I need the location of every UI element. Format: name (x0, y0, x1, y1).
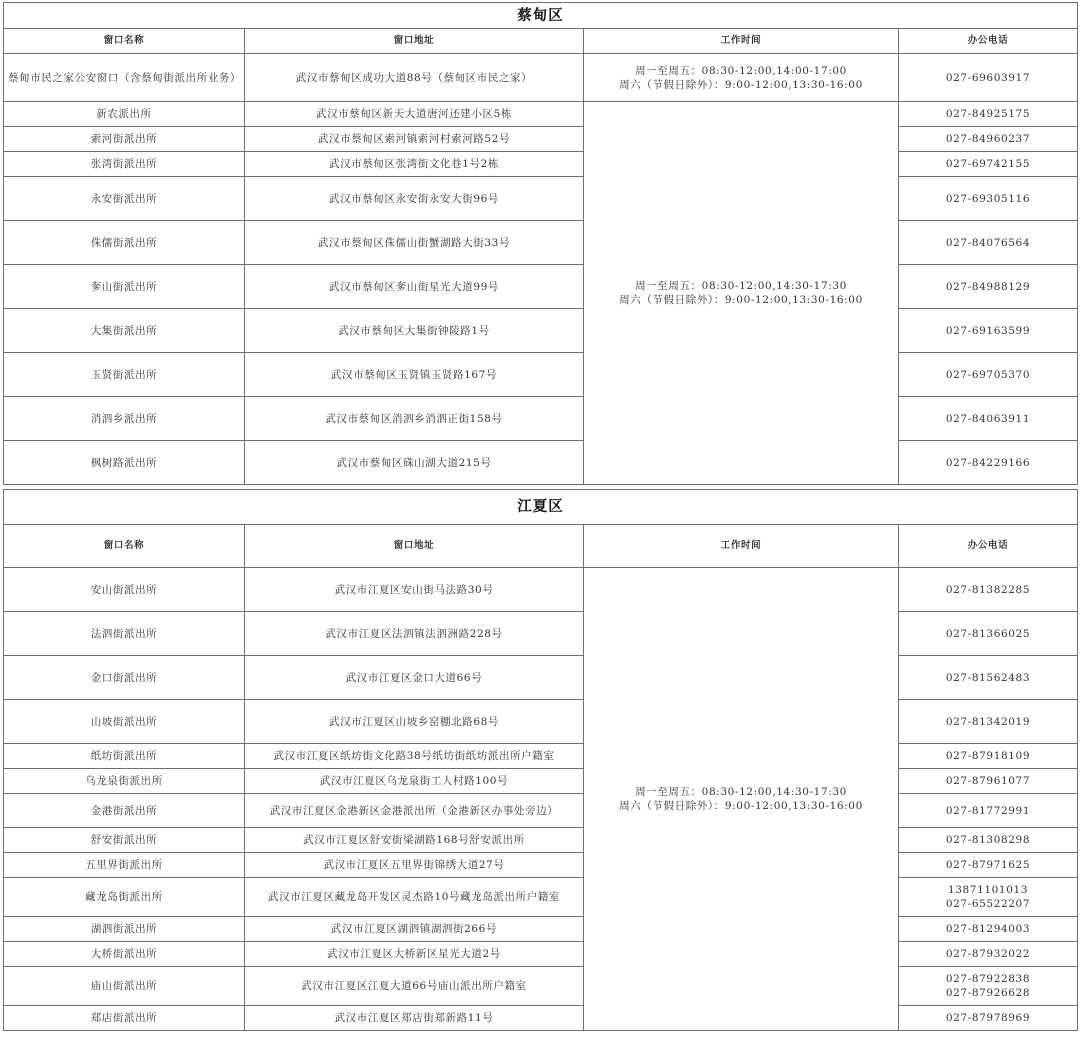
window-address: 武汉市蔡甸区硃山湖大道215号 (245, 441, 584, 485)
window-name: 五里界街派出所 (4, 853, 245, 878)
window-name: 索河街派出所 (4, 127, 245, 152)
window-address: 武汉市江夏区五里界街锦绣大道27号 (245, 853, 584, 878)
table-row (4, 309, 1078, 353)
office-phone: 027-69603917 (899, 54, 1078, 102)
office-phone: 027-87918109 (899, 744, 1078, 769)
window-name: 枫树路派出所 (4, 441, 245, 485)
table-row (4, 917, 1078, 942)
window-name: 山坡街派出所 (4, 700, 245, 744)
work-hours-merged: 周一至周五：08:30-12:00,14:30-17:30 周六（节假日除外）：9:00-12:00,13:30-16:00 (584, 568, 899, 1031)
jiangxia-title-row (4, 490, 1078, 525)
table-row (4, 878, 1078, 917)
caidian-header-row (4, 29, 1078, 54)
section-title: 江夏区 (4, 490, 1078, 525)
window-name: 安山街派出所 (4, 568, 245, 612)
window-address: 武汉市蔡甸区索河镇索河村索河路52号 (245, 127, 584, 152)
table-row (4, 221, 1078, 265)
window-name: 新农派出所 (4, 102, 245, 127)
office-phone: 027-84229166 (899, 441, 1078, 485)
window-address: 武汉市江夏区舒安街梁湖路168号舒安派出所 (245, 828, 584, 853)
office-phone: 027-87971625 (899, 853, 1078, 878)
window-name: 乌龙泉街派出所 (4, 769, 245, 794)
window-address: 武汉市蔡甸区侏儒山街蟹湖路大街33号 (245, 221, 584, 265)
window-address: 武汉市江夏区金口大道66号 (245, 656, 584, 700)
table-row (4, 700, 1078, 744)
window-address: 武汉市蔡甸区消泗乡消泗正街158号 (245, 397, 584, 441)
office-phone: 027-81342019 (899, 700, 1078, 744)
window-name: 湖泗街派出所 (4, 917, 245, 942)
table-row (4, 853, 1078, 878)
window-name: 大桥街派出所 (4, 942, 245, 967)
window-name: 法泗街派出所 (4, 612, 245, 656)
office-phone: 027-81562483 (899, 656, 1078, 700)
office-phone: 027-87978969 (899, 1006, 1078, 1031)
section-title: 蔡甸区 (4, 3, 1078, 29)
window-name: 藏龙岛街派出所 (4, 878, 245, 917)
window-address: 武汉市江夏区法泗镇法泗洲路228号 (245, 612, 584, 656)
office-phone: 027-87932022 (899, 942, 1078, 967)
table-row (4, 177, 1078, 221)
work-hours: 周一至周五：08:30-12:00,14:00-17:00 周六（节假日除外）：9:00-12:00,13:30-16:00 (584, 54, 899, 102)
office-phone: 027-69742155 (899, 152, 1078, 177)
window-address: 武汉市江夏区金港新区金港派出所（金港新区办事处旁边） (245, 794, 584, 828)
window-name: 玉贤街派出所 (4, 353, 245, 397)
header-hours: 工作时间 (584, 525, 899, 568)
window-name: 郑店街派出所 (4, 1006, 245, 1031)
office-phone: 027-81294003 (899, 917, 1078, 942)
office-phone: 027-69305116 (899, 177, 1078, 221)
office-phone: 027-84988129 (899, 265, 1078, 309)
table-row (4, 967, 1078, 1006)
header-hours: 工作时间 (584, 29, 899, 54)
window-address: 武汉市江夏区江夏大道66号庙山派出所户籍室 (245, 967, 584, 1006)
window-name: 金口街派出所 (4, 656, 245, 700)
window-name: 永安街派出所 (4, 177, 245, 221)
header-phone: 办公电话 (899, 29, 1078, 54)
office-phone: 027-81772991 (899, 794, 1078, 828)
caidian-title-row (4, 3, 1078, 29)
window-address: 武汉市蔡甸区新天大道唐河还建小区5栋 (245, 102, 584, 127)
table-row (4, 265, 1078, 309)
office-phone: 027-84925175 (899, 102, 1078, 127)
table-row (4, 102, 1078, 127)
window-name: 张湾街派出所 (4, 152, 245, 177)
office-phone: 027-81382285 (899, 568, 1078, 612)
table-row (4, 794, 1078, 828)
table-row (4, 568, 1078, 612)
window-address: 武汉市蔡甸区奓山街星光大道99号 (245, 265, 584, 309)
table-row (4, 397, 1078, 441)
office-phone: 027-87922838 027-87926628 (899, 967, 1078, 1006)
window-name: 奓山街派出所 (4, 265, 245, 309)
window-address: 武汉市蔡甸区永安街永安大街96号 (245, 177, 584, 221)
window-address: 武汉市江夏区湖泗镇湖泗街266号 (245, 917, 584, 942)
table-row (4, 656, 1078, 700)
window-address: 武汉市江夏区藏龙岛开发区灵杰路10号藏龙岛派出所户籍室 (245, 878, 584, 917)
window-address: 武汉市蔡甸区成功大道88号（蔡甸区市民之家） (245, 54, 584, 102)
caidian-table (3, 2, 1078, 485)
header-name: 窗口名称 (4, 525, 245, 568)
window-name: 纸坊街派出所 (4, 744, 245, 769)
table-row (4, 152, 1078, 177)
table-row (4, 942, 1078, 967)
table-row (4, 828, 1078, 853)
window-name: 侏儒街派出所 (4, 221, 245, 265)
window-name: 消泗乡派出所 (4, 397, 245, 441)
header-address: 窗口地址 (245, 525, 584, 568)
window-address: 武汉市江夏区安山街马法路30号 (245, 568, 584, 612)
window-address: 武汉市江夏区纸坊街文化路38号纸坊街纸坊派出所户籍室 (245, 744, 584, 769)
office-phone: 027-84063911 (899, 397, 1078, 441)
jiangxia-header-row (4, 525, 1078, 568)
window-address: 武汉市江夏区山坡乡窑棚北路68号 (245, 700, 584, 744)
window-name: 金港街派出所 (4, 794, 245, 828)
work-hours-merged: 周一至周五：08:30-12:00,14:30-17:30 周六（节假日除外）：9:00-12:00,13:30-16:00 (584, 102, 899, 485)
table-row (4, 612, 1078, 656)
window-name: 蔡甸市民之家公安窗口（含蔡甸街派出所业务） (4, 54, 245, 102)
office-phone: 027-81366025 (899, 612, 1078, 656)
office-phone: 13871101013 027-65522207 (899, 878, 1078, 917)
header-address: 窗口地址 (245, 29, 584, 54)
table-row (4, 127, 1078, 152)
table-row (4, 1006, 1078, 1031)
window-name: 大集街派出所 (4, 309, 245, 353)
table-row (4, 769, 1078, 794)
office-phone: 027-69705370 (899, 353, 1078, 397)
window-address: 武汉市江夏区大桥新区星光大道2号 (245, 942, 584, 967)
table-row (4, 744, 1078, 769)
office-phone: 027-84960237 (899, 127, 1078, 152)
office-phone: 027-87961077 (899, 769, 1078, 794)
table-row (4, 353, 1078, 397)
window-name: 庙山街派出所 (4, 967, 245, 1006)
window-address: 武汉市江夏区乌龙泉街工人村路100号 (245, 769, 584, 794)
jiangxia-table (3, 489, 1078, 1031)
header-phone: 办公电话 (899, 525, 1078, 568)
header-name: 窗口名称 (4, 29, 245, 54)
table-row (4, 54, 1078, 102)
office-phone: 027-69163599 (899, 309, 1078, 353)
office-phone: 027-84076564 (899, 221, 1078, 265)
window-address: 武汉市蔡甸区大集街钟陵路1号 (245, 309, 584, 353)
window-name: 舒安街派出所 (4, 828, 245, 853)
window-address: 武汉市蔡甸区张湾街文化巷1号2栋 (245, 152, 584, 177)
window-address: 武汉市蔡甸区玉贤镇玉贤路167号 (245, 353, 584, 397)
table-row (4, 441, 1078, 485)
office-phone: 027-81308298 (899, 828, 1078, 853)
window-address: 武汉市江夏区郑店街郑新路11号 (245, 1006, 584, 1031)
